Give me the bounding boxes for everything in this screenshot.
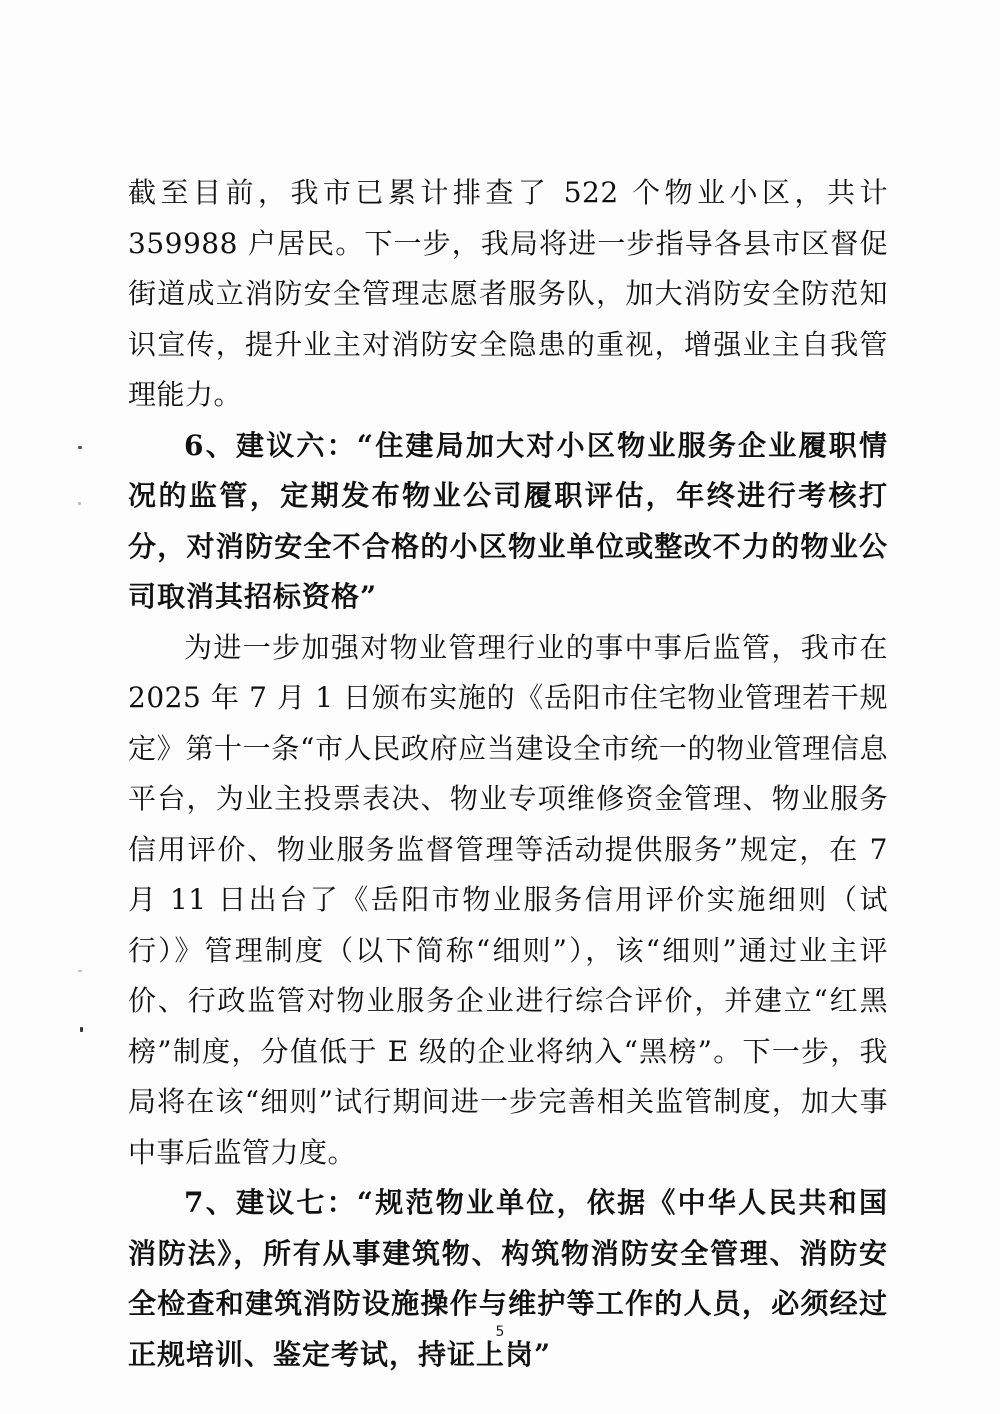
suggestion-seven-heading: 7、建议七：“规范物业单位，依据《中华人民共和国消防法》，所有从事建筑物、构筑物消防安全管理、消防安全检查和建筑消防设施操作与维护等工作的人员，必须经过正规培训、鉴定考试，持证上岗” (128, 1186, 888, 1371)
scan-artifact-dot (80, 1027, 83, 1032)
suggestion-six-heading: 6、建议六：“住建局加大对小区物业服务企业履职情况的监管，定期发布物业公司履职评估，年终进行考核打分，对消防安全不合格的小区物业单位或整改不力的物业公司取消其招标资格” (128, 428, 888, 613)
body-paragraph-response: 为进一步加强对物业管理行业的事中事后监管，我市在 2025 年 7 月 1 日颁布实施的《岳阳市住宅物业管理若干规定》第十一条“市人民政府应当建设全市统一的物业管理信息平台，为业主投票表决、物业专项维修资金管理、物业服务信用评价、物业服务监督管理等活动提供服务”规定，在 7 月 11 日出台了《岳阳市物业服务信用评价实施细则（试行）》管理制度（以下简称“细则”），该“细则”通过业主评价、行政监管对物业服务企业进行综合评价，并建立“红黑榜”制度，分值低于 E 级的企业将纳入“黑榜”。下一步，我局将在该“细则”试行期间进一步完善相关监管制度，加大事中事后监管力度。 (128, 630, 888, 1169)
document-body (128, 168, 888, 1380)
scan-artifact-dot (78, 970, 82, 972)
scan-artifact-dot (78, 446, 82, 449)
body-paragraph-continuation: 截至目前，我市已累计排查了 522 个物业小区，共计 359988 户居民。下一步，我局将进一步指导各县市区督促街道成立消防安全管理志愿者服务队，加大消防安全防范知识宣传，提升业主对消防安全隐患的重视，增强业主自我管理能力。 (128, 176, 888, 411)
page-number: 5 (495, 1324, 505, 1340)
scan-artifact-dot (78, 502, 81, 505)
